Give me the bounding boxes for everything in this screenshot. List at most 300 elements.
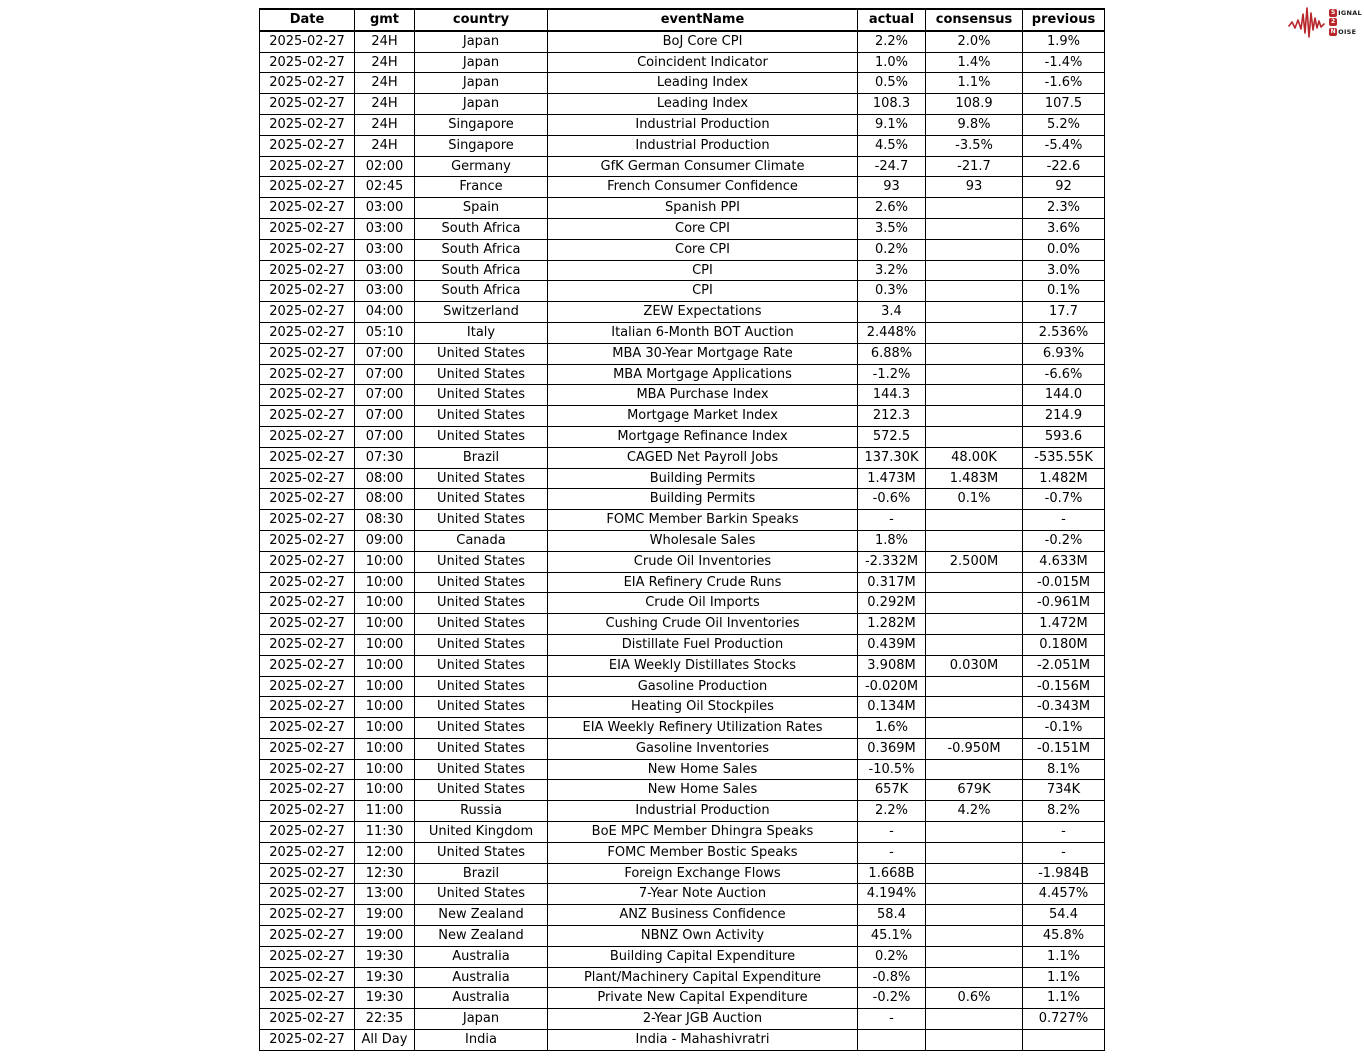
cell-event-name: EIA Weekly Refinery Utilization Rates <box>548 718 858 739</box>
cell-event-name: EIA Weekly Distillates Stocks <box>548 655 858 676</box>
cell-previous <box>1023 1030 1105 1051</box>
cell-previous: - <box>1023 822 1105 843</box>
cell-consensus <box>926 510 1023 531</box>
cell-gmt: 24H <box>355 73 415 94</box>
cell-event-name: Wholesale Sales <box>548 530 858 551</box>
cell-country: United States <box>415 738 548 759</box>
cell-previous: - <box>1023 842 1105 863</box>
cell-actual: 1.8% <box>858 530 926 551</box>
cell-previous: 6.93% <box>1023 343 1105 364</box>
cell-gmt: 07:00 <box>355 385 415 406</box>
cell-gmt: 12:00 <box>355 842 415 863</box>
cell-event-name: Industrial Production <box>548 801 858 822</box>
cell-country: Russia <box>415 801 548 822</box>
cell-event-name: Gasoline Production <box>548 676 858 697</box>
table-row <box>260 842 1105 863</box>
cell-consensus: 93 <box>926 177 1023 198</box>
cell-country: United Kingdom <box>415 822 548 843</box>
cell-country: United States <box>415 718 548 739</box>
cell-previous: 214.9 <box>1023 406 1105 427</box>
cell-actual: -0.8% <box>858 967 926 988</box>
cell-country: South Africa <box>415 218 548 239</box>
cell-country: United States <box>415 697 548 718</box>
cell-date: 2025-02-27 <box>260 926 355 947</box>
cell-event-name: Core CPI <box>548 239 858 260</box>
cell-date: 2025-02-27 <box>260 447 355 468</box>
cell-previous: 4.457% <box>1023 884 1105 905</box>
brand-word-signal <box>1329 9 1362 17</box>
cell-date: 2025-02-27 <box>260 822 355 843</box>
cell-gmt: 24H <box>355 31 415 52</box>
cell-country: United States <box>415 343 548 364</box>
cell-gmt: 10:00 <box>355 551 415 572</box>
cell-gmt: 19:30 <box>355 967 415 988</box>
cell-country: Germany <box>415 156 548 177</box>
cell-consensus: 108.9 <box>926 94 1023 115</box>
cell-actual: 0.439M <box>858 634 926 655</box>
cell-consensus <box>926 697 1023 718</box>
cell-previous: -0.156M <box>1023 676 1105 697</box>
cell-previous: 1.1% <box>1023 967 1105 988</box>
cell-actual: - <box>858 842 926 863</box>
cell-date: 2025-02-27 <box>260 156 355 177</box>
cell-event-name: Mortgage Market Index <box>548 406 858 427</box>
table-row <box>260 239 1105 260</box>
cell-country: Singapore <box>415 114 548 135</box>
cell-date: 2025-02-27 <box>260 177 355 198</box>
cell-date: 2025-02-27 <box>260 614 355 635</box>
table-row <box>260 52 1105 73</box>
cell-actual: 2.2% <box>858 31 926 52</box>
cell-previous: -22.6 <box>1023 156 1105 177</box>
table-row <box>260 634 1105 655</box>
cell-date: 2025-02-27 <box>260 468 355 489</box>
column-header-consensus: consensus <box>926 9 1023 31</box>
cell-previous: -535.55K <box>1023 447 1105 468</box>
cell-gmt: 10:00 <box>355 697 415 718</box>
cell-gmt: 09:00 <box>355 530 415 551</box>
cell-country: South Africa <box>415 260 548 281</box>
cell-previous: 5.2% <box>1023 114 1105 135</box>
cell-actual: 144.3 <box>858 385 926 406</box>
logo-letter-badge-2: 2 <box>1331 18 1336 25</box>
table-row <box>260 822 1105 843</box>
cell-previous: 3.0% <box>1023 260 1105 281</box>
cell-previous: 2.536% <box>1023 322 1105 343</box>
cell-previous: -0.151M <box>1023 738 1105 759</box>
cell-consensus <box>926 946 1023 967</box>
cell-consensus: -0.950M <box>926 738 1023 759</box>
cell-country: South Africa <box>415 281 548 302</box>
cell-previous: -6.6% <box>1023 364 1105 385</box>
cell-actual: 1.0% <box>858 52 926 73</box>
cell-actual: 3.908M <box>858 655 926 676</box>
cell-country: Japan <box>415 94 548 115</box>
cell-event-name: Building Capital Expenditure <box>548 946 858 967</box>
cell-date: 2025-02-27 <box>260 718 355 739</box>
cell-previous: -0.2% <box>1023 530 1105 551</box>
cell-consensus <box>926 842 1023 863</box>
waveform-icon <box>1288 5 1328 39</box>
cell-previous: 1.1% <box>1023 988 1105 1009</box>
cell-gmt: 03:00 <box>355 198 415 219</box>
cell-event-name: FOMC Member Bostic Speaks <box>548 842 858 863</box>
cell-date: 2025-02-27 <box>260 780 355 801</box>
table-row <box>260 281 1105 302</box>
cell-gmt: 08:00 <box>355 489 415 510</box>
cell-consensus <box>926 593 1023 614</box>
cell-country: Japan <box>415 1009 548 1030</box>
cell-actual: 58.4 <box>858 905 926 926</box>
event-table <box>259 8 1105 1051</box>
cell-gmt: 10:00 <box>355 634 415 655</box>
cell-consensus <box>926 884 1023 905</box>
cell-date: 2025-02-27 <box>260 31 355 52</box>
cell-consensus <box>926 322 1023 343</box>
table-row <box>260 572 1105 593</box>
table-row <box>260 780 1105 801</box>
cell-gmt: 03:00 <box>355 260 415 281</box>
cell-consensus: 4.2% <box>926 801 1023 822</box>
cell-date: 2025-02-27 <box>260 863 355 884</box>
table-row <box>260 322 1105 343</box>
cell-country: United States <box>415 614 548 635</box>
cell-event-name: Leading Index <box>548 73 858 94</box>
cell-event-name: NBNZ Own Activity <box>548 926 858 947</box>
table-row <box>260 759 1105 780</box>
cell-event-name: Industrial Production <box>548 114 858 135</box>
cell-previous: 0.727% <box>1023 1009 1105 1030</box>
brand-word-noise-rest: OISE <box>1338 27 1357 36</box>
cell-gmt: 03:00 <box>355 281 415 302</box>
cell-previous: -0.015M <box>1023 572 1105 593</box>
cell-date: 2025-02-27 <box>260 218 355 239</box>
cell-gmt: 10:00 <box>355 738 415 759</box>
cell-previous: -1.984B <box>1023 863 1105 884</box>
table-row <box>260 988 1105 1009</box>
table-row <box>260 905 1105 926</box>
cell-date: 2025-02-27 <box>260 302 355 323</box>
cell-consensus <box>926 198 1023 219</box>
cell-date: 2025-02-27 <box>260 94 355 115</box>
cell-country: United States <box>415 489 548 510</box>
cell-gmt: 08:00 <box>355 468 415 489</box>
cell-gmt: 04:00 <box>355 302 415 323</box>
cell-actual: 9.1% <box>858 114 926 135</box>
cell-gmt: 24H <box>355 94 415 115</box>
table-row <box>260 697 1105 718</box>
table-row <box>260 614 1105 635</box>
cell-date: 2025-02-27 <box>260 967 355 988</box>
cell-date: 2025-02-27 <box>260 322 355 343</box>
cell-actual: 1.282M <box>858 614 926 635</box>
cell-consensus <box>926 364 1023 385</box>
cell-gmt: All Day <box>355 1030 415 1051</box>
cell-event-name: Crude Oil Inventories <box>548 551 858 572</box>
cell-consensus <box>926 530 1023 551</box>
cell-actual: 572.5 <box>858 426 926 447</box>
logo-letter-badge-s: S <box>1330 8 1336 16</box>
cell-event-name: Cushing Crude Oil Inventories <box>548 614 858 635</box>
cell-consensus <box>926 905 1023 926</box>
brand-word-noise <box>1329 28 1362 36</box>
cell-consensus: 679K <box>926 780 1023 801</box>
cell-gmt: 05:10 <box>355 322 415 343</box>
cell-country: Canada <box>415 530 548 551</box>
cell-gmt: 02:00 <box>355 156 415 177</box>
cell-actual: 0.5% <box>858 73 926 94</box>
cell-consensus <box>926 302 1023 323</box>
cell-event-name: Plant/Machinery Capital Expenditure <box>548 967 858 988</box>
cell-previous: 144.0 <box>1023 385 1105 406</box>
cell-gmt: 07:00 <box>355 343 415 364</box>
column-header-date: Date <box>260 9 355 31</box>
cell-event-name: Distillate Fuel Production <box>548 634 858 655</box>
cell-actual: 93 <box>858 177 926 198</box>
cell-event-name: Core CPI <box>548 218 858 239</box>
cell-previous: 8.2% <box>1023 801 1105 822</box>
cell-event-name: Private New Capital Expenditure <box>548 988 858 1009</box>
cell-gmt: 19:00 <box>355 926 415 947</box>
cell-previous: -5.4% <box>1023 135 1105 156</box>
cell-gmt: 10:00 <box>355 676 415 697</box>
cell-date: 2025-02-27 <box>260 842 355 863</box>
cell-consensus: 9.8% <box>926 114 1023 135</box>
cell-event-name: New Home Sales <box>548 759 858 780</box>
cell-actual: 3.2% <box>858 260 926 281</box>
cell-date: 2025-02-27 <box>260 697 355 718</box>
table-row <box>260 510 1105 531</box>
cell-event-name: CAGED Net Payroll Jobs <box>548 447 858 468</box>
cell-actual: 4.194% <box>858 884 926 905</box>
cell-previous: -2.051M <box>1023 655 1105 676</box>
cell-country: United States <box>415 551 548 572</box>
cell-actual: 2.448% <box>858 322 926 343</box>
cell-date: 2025-02-27 <box>260 884 355 905</box>
cell-date: 2025-02-27 <box>260 676 355 697</box>
cell-consensus: 1.1% <box>926 73 1023 94</box>
cell-actual: -0.6% <box>858 489 926 510</box>
cell-consensus <box>926 926 1023 947</box>
cell-country: United States <box>415 634 548 655</box>
cell-event-name: Building Permits <box>548 489 858 510</box>
cell-actual: 0.134M <box>858 697 926 718</box>
cell-previous: 2.3% <box>1023 198 1105 219</box>
cell-event-name: CPI <box>548 260 858 281</box>
cell-date: 2025-02-27 <box>260 551 355 572</box>
column-header-country: country <box>415 9 548 31</box>
cell-country: Singapore <box>415 135 548 156</box>
cell-gmt: 13:00 <box>355 884 415 905</box>
cell-consensus <box>926 385 1023 406</box>
cell-country: South Africa <box>415 239 548 260</box>
cell-gmt: 10:00 <box>355 572 415 593</box>
table-row <box>260 31 1105 52</box>
cell-date: 2025-02-27 <box>260 114 355 135</box>
cell-previous: -1.4% <box>1023 52 1105 73</box>
cell-event-name: Italian 6-Month BOT Auction <box>548 322 858 343</box>
column-header-gmt: gmt <box>355 9 415 31</box>
cell-actual: -0.2% <box>858 988 926 1009</box>
column-header-previous: previous <box>1023 9 1105 31</box>
event-table-head <box>260 9 1105 31</box>
cell-event-name: MBA Mortgage Applications <box>548 364 858 385</box>
cell-consensus: 1.4% <box>926 52 1023 73</box>
cell-date: 2025-02-27 <box>260 946 355 967</box>
cell-previous: -0.7% <box>1023 489 1105 510</box>
cell-date: 2025-02-27 <box>260 260 355 281</box>
table-row <box>260 551 1105 572</box>
cell-previous: 54.4 <box>1023 905 1105 926</box>
cell-event-name: Foreign Exchange Flows <box>548 863 858 884</box>
cell-previous: 0.1% <box>1023 281 1105 302</box>
table-row <box>260 406 1105 427</box>
cell-actual: -24.7 <box>858 156 926 177</box>
cell-event-name: MBA Purchase Index <box>548 385 858 406</box>
cell-country: Japan <box>415 52 548 73</box>
cell-previous: - <box>1023 510 1105 531</box>
cell-event-name: Leading Index <box>548 94 858 115</box>
cell-event-name: Crude Oil Imports <box>548 593 858 614</box>
event-table-body <box>260 31 1105 1051</box>
table-row <box>260 1030 1105 1051</box>
cell-country: Brazil <box>415 863 548 884</box>
cell-actual: 1.6% <box>858 718 926 739</box>
table-row <box>260 676 1105 697</box>
table-row <box>260 447 1105 468</box>
cell-actual: 6.88% <box>858 343 926 364</box>
cell-country: New Zealand <box>415 926 548 947</box>
cell-country: United States <box>415 593 548 614</box>
cell-event-name: New Home Sales <box>548 780 858 801</box>
cell-country: United States <box>415 842 548 863</box>
cell-date: 2025-02-27 <box>260 364 355 385</box>
cell-consensus <box>926 426 1023 447</box>
cell-country: Japan <box>415 31 548 52</box>
cell-date: 2025-02-27 <box>260 239 355 260</box>
cell-actual: 1.668B <box>858 863 926 884</box>
cell-previous: 1.472M <box>1023 614 1105 635</box>
cell-event-name: CPI <box>548 281 858 302</box>
cell-previous: 1.9% <box>1023 31 1105 52</box>
cell-consensus <box>926 676 1023 697</box>
cell-actual: 0.317M <box>858 572 926 593</box>
cell-date: 2025-02-27 <box>260 385 355 406</box>
cell-country: United States <box>415 780 548 801</box>
column-header-event-name: eventName <box>548 9 858 31</box>
column-header-actual: actual <box>858 9 926 31</box>
cell-date: 2025-02-27 <box>260 634 355 655</box>
cell-event-name: 7-Year Note Auction <box>548 884 858 905</box>
cell-event-name: EIA Refinery Crude Runs <box>548 572 858 593</box>
table-row <box>260 135 1105 156</box>
economic-calendar <box>259 8 1105 1051</box>
cell-actual: 0.369M <box>858 738 926 759</box>
table-row <box>260 302 1105 323</box>
cell-country: United States <box>415 385 548 406</box>
cell-previous: 107.5 <box>1023 94 1105 115</box>
cell-consensus <box>926 614 1023 635</box>
cell-event-name: Spanish PPI <box>548 198 858 219</box>
cell-gmt: 19:30 <box>355 946 415 967</box>
cell-actual <box>858 1030 926 1051</box>
cell-gmt: 19:00 <box>355 905 415 926</box>
cell-date: 2025-02-27 <box>260 905 355 926</box>
cell-previous: -0.961M <box>1023 593 1105 614</box>
cell-consensus <box>926 634 1023 655</box>
cell-date: 2025-02-27 <box>260 198 355 219</box>
table-row <box>260 343 1105 364</box>
cell-gmt: 10:00 <box>355 655 415 676</box>
cell-consensus: -3.5% <box>926 135 1023 156</box>
cell-event-name: Building Permits <box>548 468 858 489</box>
cell-gmt: 24H <box>355 114 415 135</box>
cell-gmt: 19:30 <box>355 988 415 1009</box>
cell-actual: 0.2% <box>858 946 926 967</box>
cell-previous: 734K <box>1023 780 1105 801</box>
cell-country: Australia <box>415 967 548 988</box>
cell-consensus: 0.1% <box>926 489 1023 510</box>
cell-previous: 92 <box>1023 177 1105 198</box>
cell-actual: 4.5% <box>858 135 926 156</box>
cell-gmt: 10:00 <box>355 614 415 635</box>
cell-event-name: MBA 30-Year Mortgage Rate <box>548 343 858 364</box>
cell-event-name: Heating Oil Stockpiles <box>548 697 858 718</box>
table-row <box>260 884 1105 905</box>
cell-actual: - <box>858 1009 926 1030</box>
cell-actual: 0.3% <box>858 281 926 302</box>
cell-event-name: Mortgage Refinance Index <box>548 426 858 447</box>
cell-date: 2025-02-27 <box>260 426 355 447</box>
cell-actual: 3.4 <box>858 302 926 323</box>
cell-event-name: 2-Year JGB Auction <box>548 1009 858 1030</box>
cell-gmt: 11:00 <box>355 801 415 822</box>
table-row <box>260 94 1105 115</box>
cell-date: 2025-02-27 <box>260 738 355 759</box>
cell-consensus <box>926 406 1023 427</box>
cell-consensus: 48.00K <box>926 447 1023 468</box>
cell-gmt: 12:30 <box>355 863 415 884</box>
cell-gmt: 11:30 <box>355 822 415 843</box>
cell-country: Italy <box>415 322 548 343</box>
cell-date: 2025-02-27 <box>260 593 355 614</box>
cell-consensus: 0.6% <box>926 988 1023 1009</box>
cell-actual: -10.5% <box>858 759 926 780</box>
cell-date: 2025-02-27 <box>260 281 355 302</box>
cell-date: 2025-02-27 <box>260 1030 355 1051</box>
table-row <box>260 156 1105 177</box>
cell-country: Australia <box>415 988 548 1009</box>
cell-consensus: 2.0% <box>926 31 1023 52</box>
table-row <box>260 468 1105 489</box>
cell-country: United States <box>415 676 548 697</box>
cell-previous: 17.7 <box>1023 302 1105 323</box>
cell-country: United States <box>415 510 548 531</box>
cell-country: Australia <box>415 946 548 967</box>
cell-event-name: India - Mahashivratri <box>548 1030 858 1051</box>
cell-actual: 2.2% <box>858 801 926 822</box>
cell-date: 2025-02-27 <box>260 530 355 551</box>
cell-event-name: ZEW Expectations <box>548 302 858 323</box>
cell-country: New Zealand <box>415 905 548 926</box>
cell-gmt: 10:00 <box>355 780 415 801</box>
brand-logo <box>1288 5 1362 39</box>
cell-consensus <box>926 239 1023 260</box>
table-row <box>260 926 1105 947</box>
cell-actual: - <box>858 510 926 531</box>
cell-date: 2025-02-27 <box>260 52 355 73</box>
cell-country: United States <box>415 468 548 489</box>
